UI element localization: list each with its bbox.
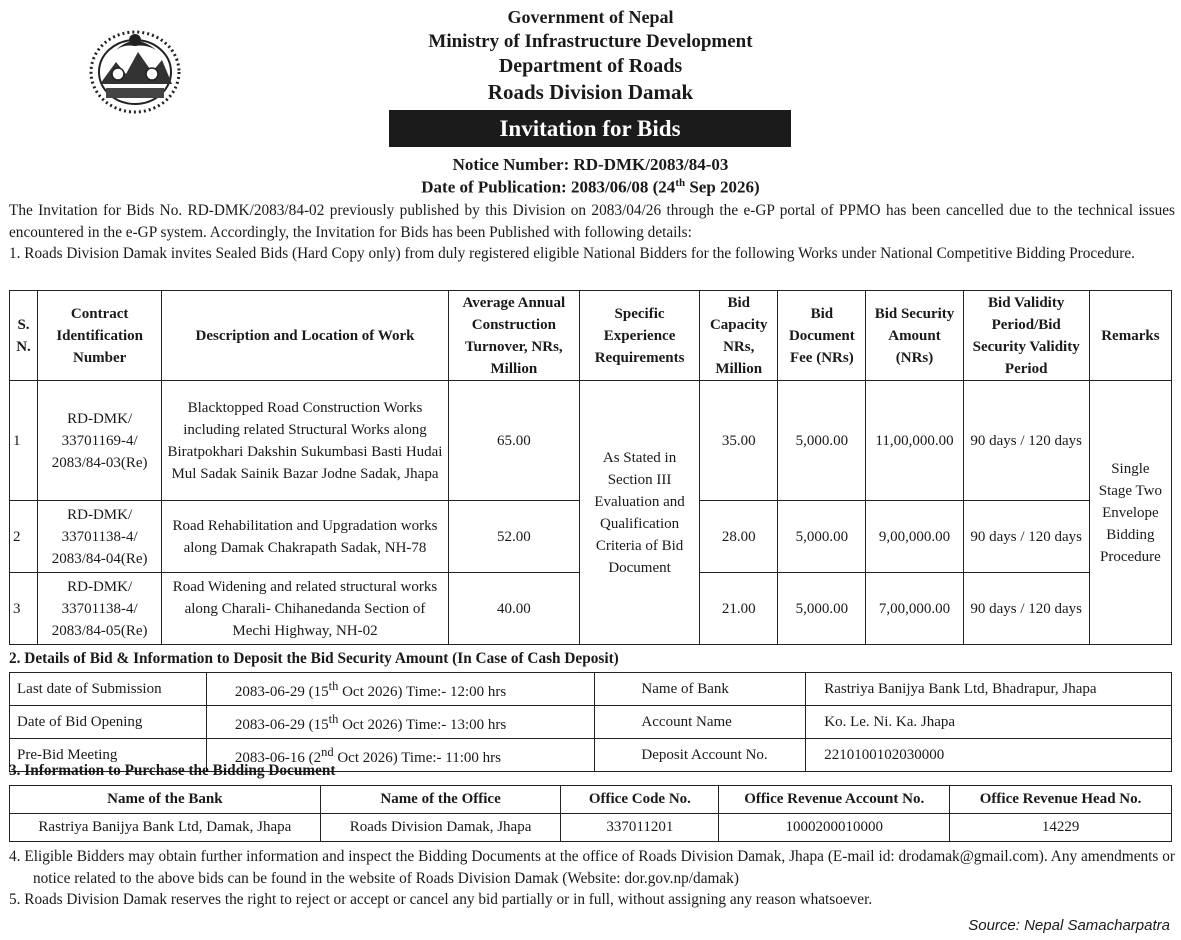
table-row <box>10 706 1172 739</box>
works-header-row <box>10 291 1172 381</box>
label-account-name: Account Name <box>595 706 806 739</box>
cell-validity: 90 days / 120 days <box>963 573 1089 645</box>
notice-number: Notice Number: RD-DMK/2083/84-03 <box>452 155 729 174</box>
value-submission: 2083-06-29 (15th Oct 2026) Time:- 12:00 hrs <box>206 673 595 706</box>
cell-office-code: 337011201 <box>561 814 719 842</box>
cell-security: 7,00,000.00 <box>866 573 963 645</box>
works-table <box>9 290 1172 645</box>
cell-doc-fee: 5,000.00 <box>778 381 866 501</box>
col-office-code: Office Code No. <box>561 786 719 814</box>
cell-contract-id: RD-DMK/ 33701138-4/ 2083/84-04(Re) <box>38 501 162 573</box>
cell-revenue-head: 14229 <box>950 814 1172 842</box>
value-bank-name: Rastriya Banijya Bank Ltd, Bhadrapur, Jhapa <box>806 673 1172 706</box>
label-account-no: Deposit Account No. <box>595 739 806 772</box>
cell-security: 11,00,000.00 <box>866 381 963 501</box>
value-account-name: Ko. Le. Ni. Ka. Jhapa <box>806 706 1172 739</box>
col-remarks: Remarks <box>1089 291 1171 381</box>
label-prebid: Pre-Bid Meeting <box>10 739 207 772</box>
source-credit: Source: Nepal Samacharpatra <box>968 917 1170 934</box>
cell-bank: Rastriya Banijya Bank Ltd, Damak, Jhapa <box>10 814 321 842</box>
cell-turnover: 40.00 <box>448 573 579 645</box>
cell-capacity: 35.00 <box>700 381 778 501</box>
purchase-header-row <box>10 786 1172 814</box>
col-capacity: Bid Capacity NRs, Million <box>700 291 778 381</box>
col-validity: Bid Validity Period/Bid Security Validity Period <box>963 291 1089 381</box>
cell-capacity: 21.00 <box>700 573 778 645</box>
value-prebid: 2083-06-16 (2nd Oct 2026) Time:- 11:00 hrs <box>206 739 595 772</box>
cell-description: Blacktopped Road Construction Works including related Structural Works along Biratpokhari Dakshin Sukumbasi Basti Hudai Mul Sadak Sainik Bazar Jodne Sadak, Jhapa <box>162 381 448 501</box>
table-row <box>10 381 1172 501</box>
cell-turnover: 52.00 <box>448 501 579 573</box>
col-office: Name of the Office <box>320 786 561 814</box>
cell-description: Road Widening and related structural works along Charali- Chihanedanda Section of Mechi Highway, NH-02 <box>162 573 448 645</box>
cell-validity: 90 days / 120 days <box>963 381 1089 501</box>
cell-contract-id: RD-DMK/ 33701138-4/ 2083/84-05(Re) <box>38 573 162 645</box>
cell-office: Roads Division Damak, Jhapa <box>320 814 561 842</box>
table-row <box>10 814 1172 842</box>
cell-sn: 2 <box>10 501 38 573</box>
publication-date: Date of Publication: 2083/06/08 (24th Sep 2026) <box>421 177 760 197</box>
label-bank-name: Name of Bank <box>595 673 806 706</box>
point-1: 1. Roads Division Damak invites Sealed Bids (Hard Copy only) from duly registered eligible National Bidders for the following Works under National Competitive Bidding Procedure. <box>9 245 1136 262</box>
col-revenue-head: Office Revenue Head No. <box>950 786 1172 814</box>
purchase-table <box>9 785 1172 842</box>
col-turnover: Average Annual Construction Turnover, NRs, Million <box>448 291 579 381</box>
cell-turnover: 65.00 <box>448 381 579 501</box>
col-doc-fee: Bid Document Fee (NRs) <box>778 291 866 381</box>
cell-doc-fee: 5,000.00 <box>778 501 866 573</box>
section-2-title: 2. Details of Bid & Information to Deposit the Bid Security Amount (In Case of Cash Deposit) <box>9 650 619 667</box>
cell-sn: 3 <box>10 573 38 645</box>
col-experience: Specific Experience Requirements <box>579 291 699 381</box>
header-division: Roads Division Damak <box>487 80 694 104</box>
cell-experience: As Stated in Section III Evaluation and Qualification Criteria of Bid Document <box>579 381 699 645</box>
value-opening: 2083-06-29 (15th Oct 2026) Time:- 13:00 hrs <box>206 706 595 739</box>
cell-description: Road Rehabilitation and Upgradation works along Damak Chakrapath Sadak, NH-78 <box>162 501 448 573</box>
label-opening: Date of Bid Opening <box>10 706 207 739</box>
col-description: Description and Location of Work <box>162 291 448 381</box>
cell-remarks: Single Stage Two Envelope Bidding Procedure <box>1089 381 1171 645</box>
intro-paragraph: The Invitation for Bids No. RD-DMK/2083/84-02 previously published by this Division on 2083/04/26 through the e-GP portal of PPMO has been cancelled due to the technical issues encountered in the e-GP system. Accordingly, the Invitation for Bids has been Published with following details: <box>9 202 1175 241</box>
section-3-title: 3. Information to Purchase the Bidding Document <box>9 762 336 779</box>
point-5: 5. Roads Division Damak reserves the right to reject or accept or cancel any bid partially or in full, without assigning any reason whatsoever. <box>9 891 873 908</box>
point-4: 4. Eligible Bidders may obtain further information and inspect the Bidding Documents at the office of Roads Division Damak, Jhapa (E-mail id: drodamak@gmail.com). Any amendments or notice related to the above bids can be found in the website of Roads Division Damak (Website: dor.gov.np/damak) <box>9 848 1175 887</box>
col-revenue-account: Office Revenue Account No. <box>719 786 950 814</box>
title-banner: Invitation for Bids <box>389 110 791 147</box>
table-row <box>10 673 1172 706</box>
cell-revenue-account: 1000200010000 <box>719 814 950 842</box>
col-security: Bid Security Amount (NRs) <box>866 291 963 381</box>
value-account-no: 2210100102030000 <box>806 739 1172 772</box>
bid-details-table <box>9 672 1172 772</box>
header-government: Government of Nepal <box>507 7 674 27</box>
cell-security: 9,00,000.00 <box>866 501 963 573</box>
cell-capacity: 28.00 <box>700 501 778 573</box>
header-ministry: Ministry of Infrastructure Development <box>428 31 753 52</box>
label-submission: Last date of Submission <box>10 673 207 706</box>
col-sn: S. N. <box>10 291 38 381</box>
cell-doc-fee: 5,000.00 <box>778 573 866 645</box>
header-department: Department of Roads <box>498 55 683 77</box>
col-bank: Name of the Bank <box>10 786 321 814</box>
col-contract-id: Contract Identification Number <box>38 291 162 381</box>
cell-validity: 90 days / 120 days <box>963 501 1089 573</box>
cell-contract-id: RD-DMK/ 33701169-4/ 2083/84-03(Re) <box>38 381 162 501</box>
cell-sn: 1 <box>10 381 38 501</box>
